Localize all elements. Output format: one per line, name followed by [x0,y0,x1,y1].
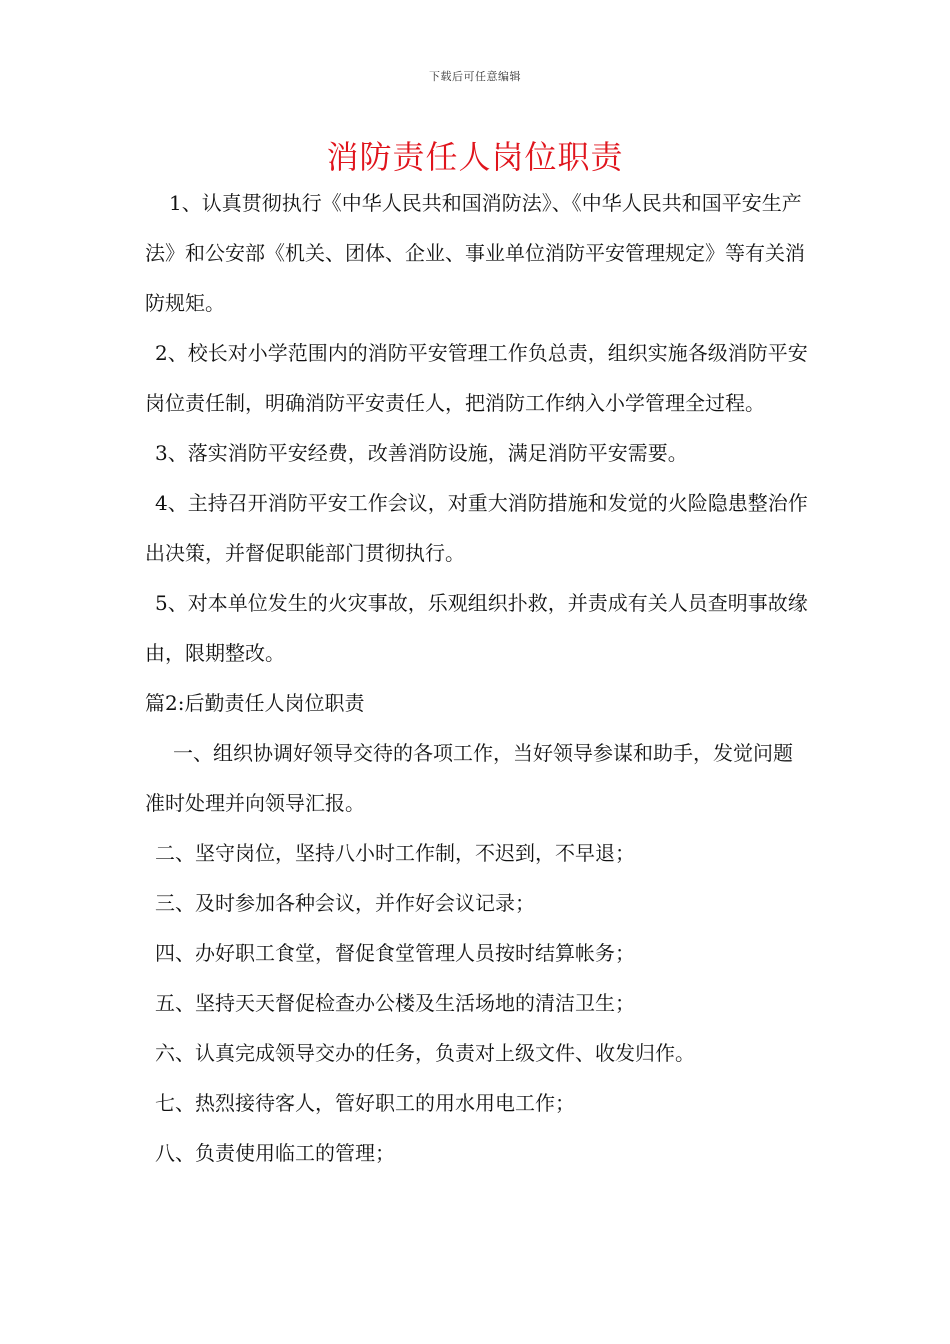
document-title: 消防责任人岗位职责 [326,138,624,176]
duty-item-7: 七、热烈接待客人，管好职工的用水用电工作； [155,1091,575,1115]
duty-item-8: 八、负责使用临工的管理； [155,1141,395,1165]
paragraph-item-1: 1、认真贯彻执行《中华人民共和国消防法》、《中华人民共和国平安生产法》和公安部《机关、团体、企业、事业单位消防平安管理规定》等有关消防规矩。 [145,191,805,315]
duty-item-3: 三、及时参加各种会议，并作好会议记录； [155,891,535,915]
duty-item-2: 二、坚守岗位，坚持八小时工作制，不迟到，不早退； [155,841,635,865]
duty-item-5: 五、坚持天天督促检查办公楼及生活场地的清洁卫生； [155,991,635,1015]
duty-item-6: 六、认真完成领导交办的任务，负责对上级文件、收发归作。 [155,1041,695,1065]
paragraph-item-5: 5、对本单位发生的火灾事故，乐观组织扑救，并责成有关人员查明事故缘由，限期整改。 [145,591,808,665]
paragraph-item-4: 4、主持召开消防平安工作会议，对重大消防措施和发觉的火险隐患整治作出决策，并督促职能部门贯彻执行。 [145,491,808,565]
section-heading: 篇2:后勤责任人岗位职责 [145,691,365,715]
duty-item-4: 四、办好职工食堂，督促食堂管理人员按时结算帐务； [155,941,635,965]
paragraph-item-3: 3、落实消防平安经费，改善消防设施，满足消防平安需要。 [155,441,688,465]
duty-item-1: 一、组织协调好领导交待的各项工作，当好领导参谋和助手，发觉问题准时处理并向领导汇报。 [145,741,793,815]
document-body [145,178,811,1178]
paragraph-item-2: 2、校长对小学范围内的消防平安管理工作负总责，组织实施各级消防平安岗位责任制，明确消防平安责任人，把消防工作纳入小学管理全过程。 [145,341,808,415]
header-note: 下载后可任意编辑 [429,70,521,83]
